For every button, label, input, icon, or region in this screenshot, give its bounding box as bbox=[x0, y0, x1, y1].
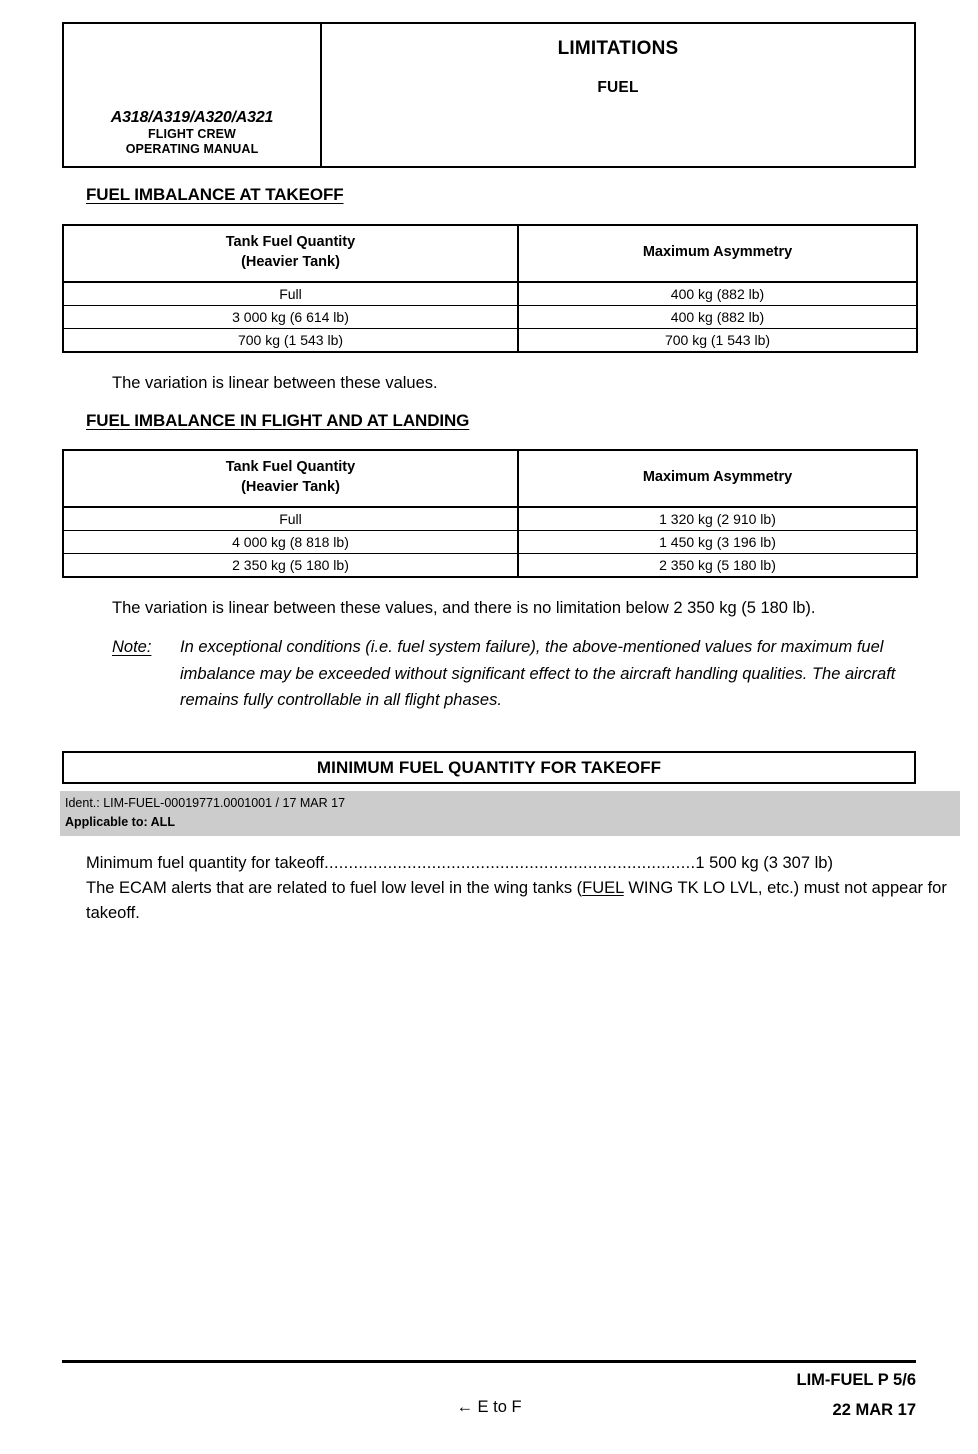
footer-divider bbox=[62, 1360, 916, 1363]
table-fuel-imbalance-in-flight-and-at-landing bbox=[62, 449, 918, 578]
ecam-alert-name: FUEL bbox=[582, 879, 624, 897]
page-title: LIMITATIONS bbox=[557, 38, 679, 59]
footer-page-reference: LIM-FUEL P 5/6 bbox=[796, 1371, 916, 1389]
dot-leader: ............................................................................ bbox=[324, 854, 696, 872]
cell-asymmetry: 400 kg (882 lb) bbox=[518, 282, 917, 306]
table-row bbox=[63, 531, 917, 554]
applicable-to: Applicable to: ALL bbox=[65, 814, 175, 829]
note-body: In exceptional conditions (i.e. fuel system failure), the above-mentioned values for maximum fuel imbalance may be exceeded without significant effect to the aircraft handling qualities. The aircraft remains fully controllable in all flight phases. bbox=[180, 638, 896, 710]
column-header-tank-fuel-quantity bbox=[63, 450, 518, 507]
manual-line-2: OPERATING MANUAL bbox=[125, 142, 259, 157]
cell-asymmetry: 400 kg (882 lb) bbox=[518, 306, 917, 329]
footer-navigation-link[interactable]: ← E to F bbox=[456, 1398, 522, 1416]
manual-line-1: FLIGHT CREW bbox=[148, 126, 236, 141]
column-header-line-1: Tank Fuel Quantity bbox=[225, 234, 356, 250]
ident-reference: Ident.: LIM-FUEL-00019771.0001001 / 17 MAR 17 bbox=[65, 796, 346, 810]
column-header-line-2: (Heavier Tank) bbox=[241, 253, 340, 270]
cell-quantity: 4 000 kg (8 818 lb) bbox=[63, 531, 518, 554]
section-banner-minimum-fuel-quantity-for-takeoff bbox=[62, 751, 916, 784]
header-titles bbox=[322, 24, 914, 166]
ident-band bbox=[60, 791, 960, 836]
aircraft-models: A318/A319/A320/A321 bbox=[110, 108, 274, 126]
table-header-row bbox=[63, 225, 917, 282]
column-header-line-1: Tank Fuel Quantity bbox=[225, 459, 356, 475]
cell-asymmetry: 2 350 kg (5 180 lb) bbox=[518, 554, 917, 578]
ecam-text-before: The ECAM alerts that are related to fuel low level in the wing tanks ( bbox=[86, 879, 583, 897]
cell-quantity: 700 kg (1 543 lb) bbox=[63, 329, 518, 353]
table-header-row bbox=[63, 450, 917, 507]
cell-asymmetry: 700 kg (1 543 lb) bbox=[518, 329, 917, 353]
document-header bbox=[62, 22, 916, 168]
ecam-alerts-paragraph bbox=[86, 876, 964, 926]
column-header-maximum-asymmetry bbox=[518, 450, 917, 507]
header-manual-identity bbox=[64, 24, 322, 166]
inflight-variation-note: The variation is linear between these values, and there is no limitation below 2 350 kg (5 180 lb). bbox=[112, 599, 816, 617]
table-fuel-imbalance-at-takeoff bbox=[62, 224, 918, 353]
minimum-fuel-quantity-line bbox=[86, 851, 964, 876]
section-heading-fuel-imbalance-in-flight-and-at-landing: FUEL IMBALANCE IN FLIGHT AND AT LANDING bbox=[86, 411, 470, 430]
cell-asymmetry: 1 450 kg (3 196 lb) bbox=[518, 531, 917, 554]
cell-quantity: 3 000 kg (6 614 lb) bbox=[63, 306, 518, 329]
ecam-text-after: WING TK LO LVL, etc.) must not appear for takeoff. bbox=[86, 879, 947, 922]
table-row bbox=[63, 554, 917, 578]
footer-revision-date: 22 MAR 17 bbox=[832, 1401, 916, 1419]
column-header-tank-fuel-quantity bbox=[63, 225, 518, 282]
note-label: Note: bbox=[112, 638, 152, 656]
banner-title: MINIMUM FUEL QUANTITY FOR TAKEOFF bbox=[316, 757, 662, 777]
column-header-line-1: Maximum Asymmetry bbox=[642, 243, 793, 260]
minimum-fuel-value: 1 500 kg (3 307 lb) bbox=[695, 854, 833, 872]
table-row bbox=[63, 507, 917, 531]
note-block bbox=[112, 634, 922, 714]
cell-quantity: 2 350 kg (5 180 lb) bbox=[63, 554, 518, 578]
cell-quantity: Full bbox=[63, 507, 518, 531]
chapter-title: FUEL bbox=[597, 79, 639, 96]
section-heading-fuel-imbalance-at-takeoff: FUEL IMBALANCE AT TAKEOFF bbox=[86, 185, 344, 204]
column-header-line-1: Maximum Asymmetry bbox=[642, 468, 793, 485]
takeoff-variation-note: The variation is linear between these values. bbox=[112, 374, 438, 392]
column-header-maximum-asymmetry bbox=[518, 225, 917, 282]
minimum-fuel-label: Minimum fuel quantity for takeoff bbox=[86, 854, 325, 872]
table-row bbox=[63, 282, 917, 306]
table-row bbox=[63, 306, 917, 329]
cell-quantity: Full bbox=[63, 282, 518, 306]
column-header-line-2: (Heavier Tank) bbox=[241, 478, 340, 495]
table-row bbox=[63, 329, 917, 353]
cell-asymmetry: 1 320 kg (2 910 lb) bbox=[518, 507, 917, 531]
